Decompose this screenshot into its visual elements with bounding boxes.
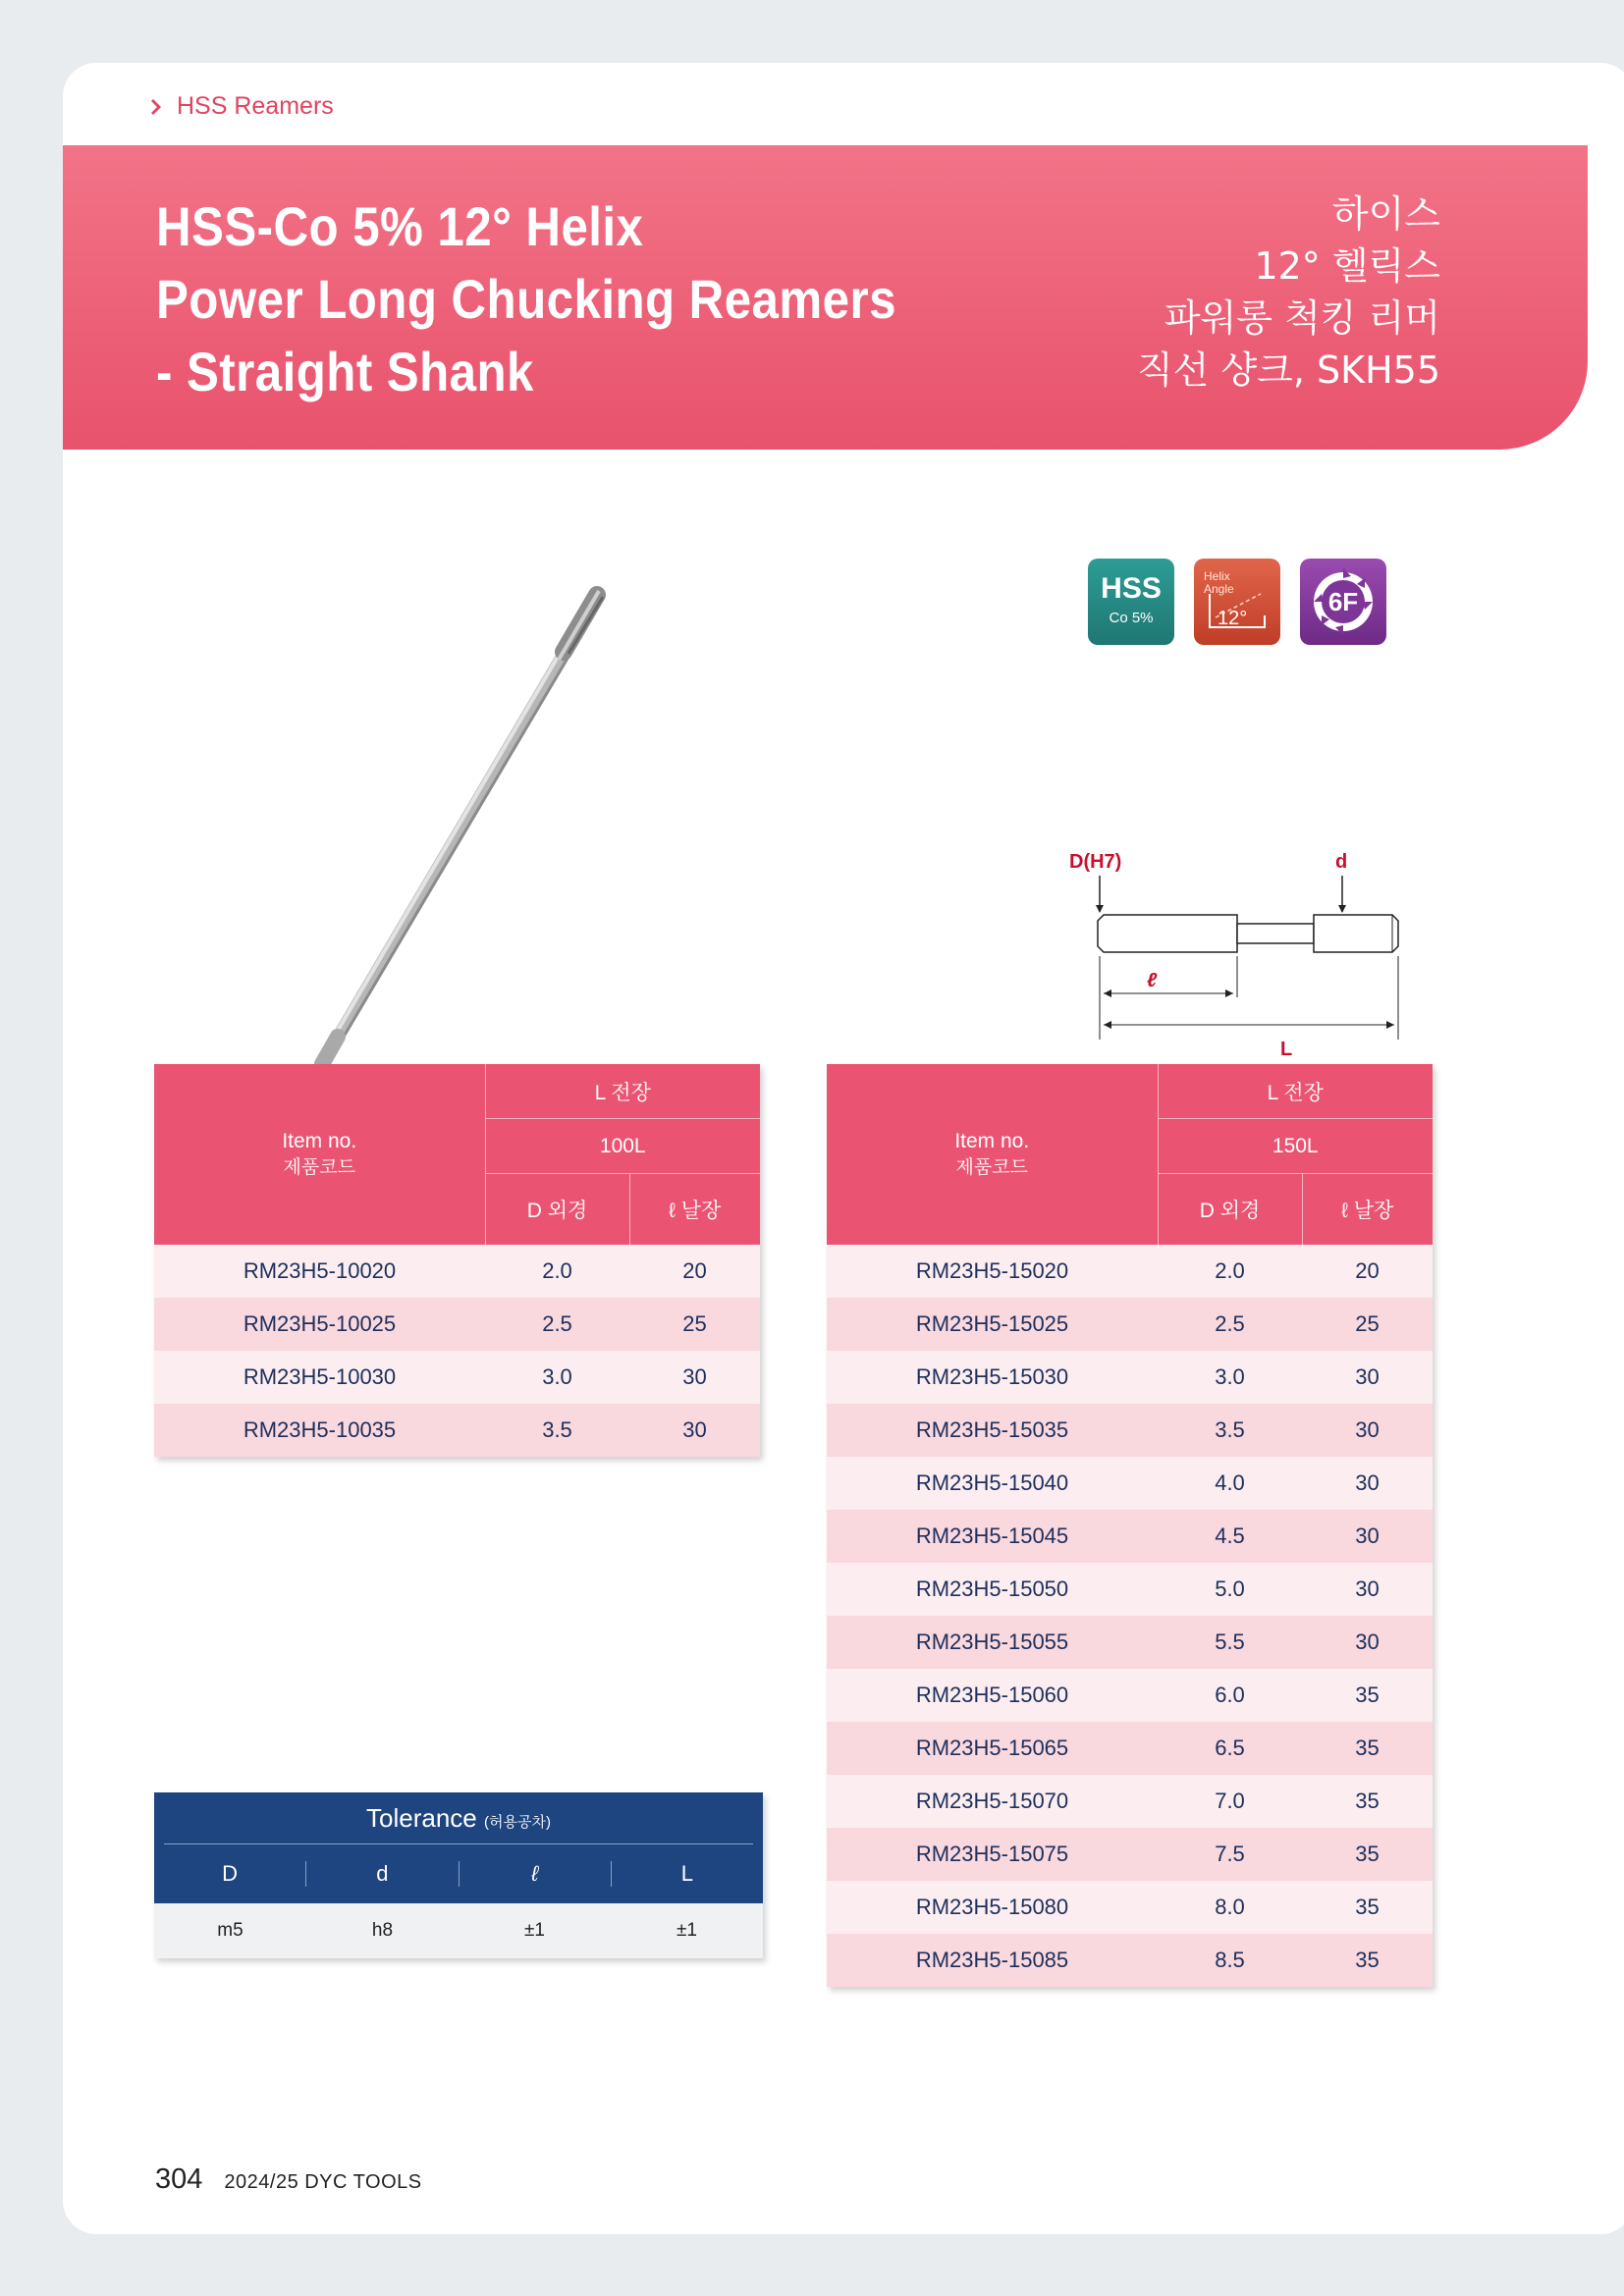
item-code: RM23H5-10025 xyxy=(154,1298,485,1351)
korean-title xyxy=(1137,188,1440,397)
footer-text: 2024/25 DYC TOOLS xyxy=(224,2171,422,2193)
flute-length-value: 35 xyxy=(1302,1828,1433,1881)
table-row xyxy=(827,1828,1433,1881)
chevron-right-icon xyxy=(151,99,165,115)
reamer-product-image xyxy=(240,544,750,1094)
flute-length-label: ℓ xyxy=(1147,970,1158,991)
table-row xyxy=(827,1934,1433,1987)
item-code: RM23H5-15065 xyxy=(827,1722,1158,1775)
item-no-header xyxy=(154,1064,485,1245)
tolerance-title xyxy=(164,1792,753,1844)
item-code: RM23H5-15085 xyxy=(827,1934,1158,1987)
diameter-value: 2.5 xyxy=(1158,1298,1302,1351)
flute-length-column-header: ℓ 날장 xyxy=(629,1174,760,1246)
feature-icons xyxy=(1088,559,1386,645)
flute-length-value: 25 xyxy=(629,1298,760,1351)
angle-label: Angle xyxy=(1204,582,1234,596)
reamer-dimension-diagram xyxy=(1005,779,1457,1064)
item-no-label: Item no. xyxy=(282,1130,357,1152)
tolerance-title-label: Tolerance xyxy=(366,1803,477,1833)
item-code: RM23H5-15060 xyxy=(827,1669,1158,1722)
tolerance-value: m5 xyxy=(217,1920,244,1941)
tolerance-col-header: D xyxy=(222,1861,239,1886)
helix-label: Helix xyxy=(1204,569,1230,583)
korean-title-line: 12° 헬릭스 xyxy=(1254,244,1440,288)
item-code: RM23H5-10030 xyxy=(154,1351,485,1404)
flute-length-value: 35 xyxy=(1302,1934,1433,1987)
item-no-label: Item no. xyxy=(954,1130,1030,1152)
title-line: Power Long Chucking Reamers xyxy=(156,268,896,330)
item-code: RM23H5-15025 xyxy=(827,1298,1158,1351)
tolerance-col-header: L xyxy=(611,1861,763,1887)
table-row xyxy=(827,1457,1433,1510)
table-row xyxy=(154,1298,760,1351)
diameter-value: 3.5 xyxy=(1158,1404,1302,1457)
diameter-value: 2.0 xyxy=(485,1245,629,1298)
length-value-header: 100L xyxy=(485,1119,760,1174)
icon-label: 6F xyxy=(1327,587,1359,616)
table-row xyxy=(827,1881,1433,1934)
flute-length-value: 35 xyxy=(1302,1669,1433,1722)
item-code: RM23H5-15080 xyxy=(827,1881,1158,1934)
flute-length-value: 35 xyxy=(1302,1722,1433,1775)
spec-table xyxy=(154,1064,760,1457)
helix-angle-icon xyxy=(1194,559,1280,645)
diameter-value: 6.0 xyxy=(1158,1669,1302,1722)
diameter-value: 3.5 xyxy=(485,1404,629,1457)
diameter-column-header: D 외경 xyxy=(1158,1174,1302,1246)
spec-table xyxy=(827,1064,1433,1987)
item-code: RM23H5-10020 xyxy=(154,1245,485,1298)
shank-diameter-label: d xyxy=(1335,851,1348,873)
diameter-value: 6.5 xyxy=(1158,1722,1302,1775)
icon-sublabel: Co 5% xyxy=(1109,610,1154,626)
tolerance-header xyxy=(154,1792,763,1903)
tolerance-col-header: ℓ xyxy=(459,1861,611,1887)
flute-length-column-header: ℓ 날장 xyxy=(1302,1174,1433,1246)
flute-length-value: 35 xyxy=(1302,1775,1433,1828)
page-number: 304 xyxy=(155,2163,203,2195)
table-row xyxy=(154,1351,760,1404)
tolerance-columns xyxy=(154,1844,763,1903)
korean-title-line: 직선 샹크, SKH55 xyxy=(1136,348,1440,392)
tolerance-values xyxy=(154,1903,763,1958)
table-row xyxy=(827,1775,1433,1828)
korean-title-line: 파워롱 척킹 리머 xyxy=(1164,296,1440,340)
table-row xyxy=(827,1563,1433,1616)
item-code: RM23H5-15070 xyxy=(827,1775,1158,1828)
icon-label: HSS xyxy=(1101,572,1162,605)
table-row xyxy=(827,1298,1433,1351)
flute-length-value: 30 xyxy=(1302,1351,1433,1404)
flute-length-value: 30 xyxy=(629,1404,760,1457)
item-no-korean: 제품코드 xyxy=(955,1157,1028,1178)
korean-title-line: 하이스 xyxy=(1331,192,1440,236)
breadcrumb-label: HSS Reamers xyxy=(177,92,334,120)
diameter-value: 3.0 xyxy=(1158,1351,1302,1404)
diameter-value: 5.5 xyxy=(1158,1616,1302,1669)
flute-length-value: 30 xyxy=(629,1351,760,1404)
length-header: L 전장 xyxy=(1158,1064,1433,1119)
page-title xyxy=(156,190,896,408)
table-row xyxy=(827,1616,1433,1669)
title-line: - Straight Shank xyxy=(156,341,534,402)
breadcrumb[interactable] xyxy=(151,92,334,121)
item-code: RM23H5-15045 xyxy=(827,1510,1158,1563)
item-code: RM23H5-15020 xyxy=(827,1245,1158,1298)
diameter-value: 7.5 xyxy=(1158,1828,1302,1881)
page-footer xyxy=(155,2163,422,2196)
tolerance-value: h8 xyxy=(371,1920,394,1941)
six-flute-icon xyxy=(1300,559,1386,645)
flute-length-value: 20 xyxy=(629,1245,760,1298)
item-code: RM23H5-15040 xyxy=(827,1457,1158,1510)
flute-length-value: 35 xyxy=(1302,1881,1433,1934)
flute-length-value: 30 xyxy=(1302,1510,1433,1563)
length-value-header: 150L xyxy=(1158,1119,1433,1174)
item-no-korean: 제품코드 xyxy=(283,1157,355,1178)
length-header: L 전장 xyxy=(485,1064,760,1119)
diameter-value: 2.5 xyxy=(485,1298,629,1351)
table-row xyxy=(827,1722,1433,1775)
diameter-value: 7.0 xyxy=(1158,1775,1302,1828)
diameter-value: 3.0 xyxy=(485,1351,629,1404)
item-code: RM23H5-10035 xyxy=(154,1404,485,1457)
flute-length-value: 30 xyxy=(1302,1616,1433,1669)
flute-length-value: 30 xyxy=(1302,1457,1433,1510)
tolerance-value: ±1 xyxy=(524,1920,545,1941)
table-row xyxy=(827,1351,1433,1404)
spec-table-100l xyxy=(154,1064,760,1457)
flute-length-value: 25 xyxy=(1302,1298,1433,1351)
table-row xyxy=(154,1404,760,1457)
table-row xyxy=(827,1404,1433,1457)
diameter-label: D(H7) xyxy=(1069,851,1122,873)
item-no-header xyxy=(827,1064,1158,1245)
catalog-page xyxy=(63,63,1624,2234)
tolerance-col-header: d xyxy=(305,1861,458,1887)
item-code: RM23H5-15075 xyxy=(827,1828,1158,1881)
table-row xyxy=(827,1245,1433,1298)
overall-length-label: L xyxy=(1280,1039,1293,1060)
table-row xyxy=(827,1510,1433,1563)
item-code: RM23H5-15050 xyxy=(827,1563,1158,1616)
spec-table-150l xyxy=(827,1064,1433,1987)
title-line: HSS-Co 5% 12° Helix xyxy=(156,195,644,257)
hss-material-icon xyxy=(1088,559,1174,645)
flute-length-value: 30 xyxy=(1302,1404,1433,1457)
table-row xyxy=(154,1245,760,1298)
item-code: RM23H5-15055 xyxy=(827,1616,1158,1669)
diameter-value: 4.5 xyxy=(1158,1510,1302,1563)
flute-length-value: 30 xyxy=(1302,1563,1433,1616)
diameter-column-header: D 외경 xyxy=(485,1174,629,1246)
item-code: RM23H5-15030 xyxy=(827,1351,1158,1404)
item-code: RM23H5-15035 xyxy=(827,1404,1158,1457)
diameter-value: 8.5 xyxy=(1158,1934,1302,1987)
tolerance-table xyxy=(154,1792,763,1958)
icon-value: 12° xyxy=(1218,608,1248,629)
tolerance-title-korean: (허용공차) xyxy=(484,1814,551,1831)
diameter-value: 2.0 xyxy=(1158,1245,1302,1298)
tolerance-value: ±1 xyxy=(677,1920,697,1941)
diameter-value: 5.0 xyxy=(1158,1563,1302,1616)
diameter-value: 8.0 xyxy=(1158,1881,1302,1934)
diameter-value: 4.0 xyxy=(1158,1457,1302,1510)
flute-length-value: 20 xyxy=(1302,1245,1433,1298)
table-row xyxy=(827,1669,1433,1722)
